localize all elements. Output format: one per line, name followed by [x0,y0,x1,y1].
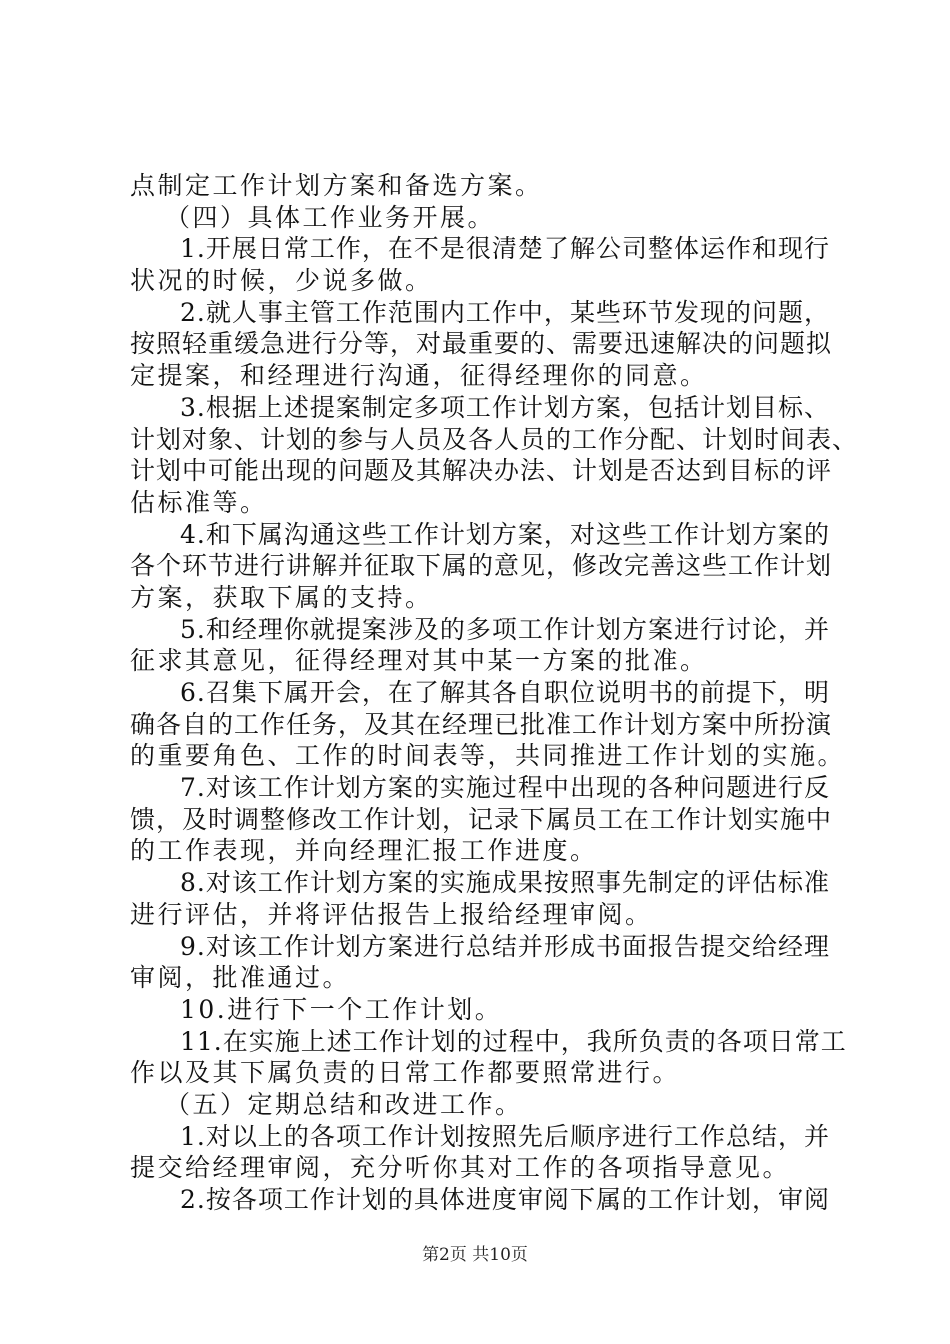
text-line: 10.进行下一个工作计划。 [180,994,503,1024]
text-line: 1.开展日常工作，在不是很清楚了解公司整体运作和现行 [180,234,830,264]
text-line: 5.和经理你就提案涉及的多项工作计划方案进行讨论，并 [180,614,830,644]
text-line: 9.对该工作计划方案进行总结并形成书面报告提交给经理 [180,931,830,961]
text-line: 各个环节进行讲解并征取下属的意见，修改完善这些工作计划 [130,551,833,581]
text-line: 估标准等。 [130,487,268,517]
text-line: 8.对该工作计划方案的实施成果按照事先制定的评估标准 [180,868,830,898]
section-heading: （五）定期总结和改进工作。 [165,1089,523,1119]
text-line: 4.和下属沟通这些工作计划方案，对这些工作计划方案的 [180,519,830,549]
text-line: 计划对象、计划的参与人员及各人员的工作分配、计划时间表、 [130,424,859,454]
section-heading: （四）具体工作业务开展。 [165,202,496,232]
text-line: 6.召集下属开会，在了解其各自职位说明书的前提下，明 [180,678,830,707]
text-line: 2.就人事主管工作范围内工作中，某些环节发现的问题， [180,297,830,327]
text-line: 作以及其下属负责的日常工作都要照常进行。 [130,1058,681,1088]
document-body [130,170,859,1216]
text-line: 的重要角色、工作的时间表等，共同推进工作计划的实施。 [130,741,846,771]
text-line: 状况的时候，少说多做。 [130,266,433,296]
text-line: 馈，及时调整修改工作计划，记录下属员工在工作计划实施中 [130,804,833,834]
text-line: 进行评估，并将评估报告上报给经理审阅。 [130,899,653,929]
text-line: 提交给经理审阅，充分听你其对工作的各项指导意见。 [130,1153,791,1183]
text-line: 征求其意见，征得经理对其中某一方案的批准。 [130,646,708,676]
page-number: 第2页 共10页 [422,1245,528,1265]
text-line: 点制定工作计划方案和备选方案。 [130,171,543,200]
text-line: 7.对该工作计划方案的实施过程中出现的各种问题进行反 [180,773,830,803]
text-line: 11.在实施上述工作计划的过程中，我所负责的各项日常工 [180,1026,847,1056]
text-line: 确各自的工作任务，及其在经理已批准工作计划方案中所扮演 [130,709,833,739]
text-line: 按照轻重缓急进行分等，对最重要的、需要迅速解决的问题拟 [130,329,833,359]
text-line: 定提案，和经理进行沟通，征得经理你的同意。 [130,361,708,391]
text-line: 2.按各项工作计划的具体进度审阅下属的工作计划，审阅 [180,1185,830,1214]
text-line: 1.对以上的各项工作计划按照先后顺序进行工作总结，并 [180,1121,830,1151]
text-line: 审阅，批准通过。 [130,963,351,993]
text-line: 3.根据上述提案制定多项工作计划方案，包括计划目标、 [180,392,830,422]
text-line: 的工作表现，并向经理汇报工作进度。 [130,836,598,866]
text-line: 计划中可能出现的问题及其解决办法、计划是否达到目标的评 [130,456,833,486]
text-line: 方案，获取下属的支持。 [130,582,433,612]
